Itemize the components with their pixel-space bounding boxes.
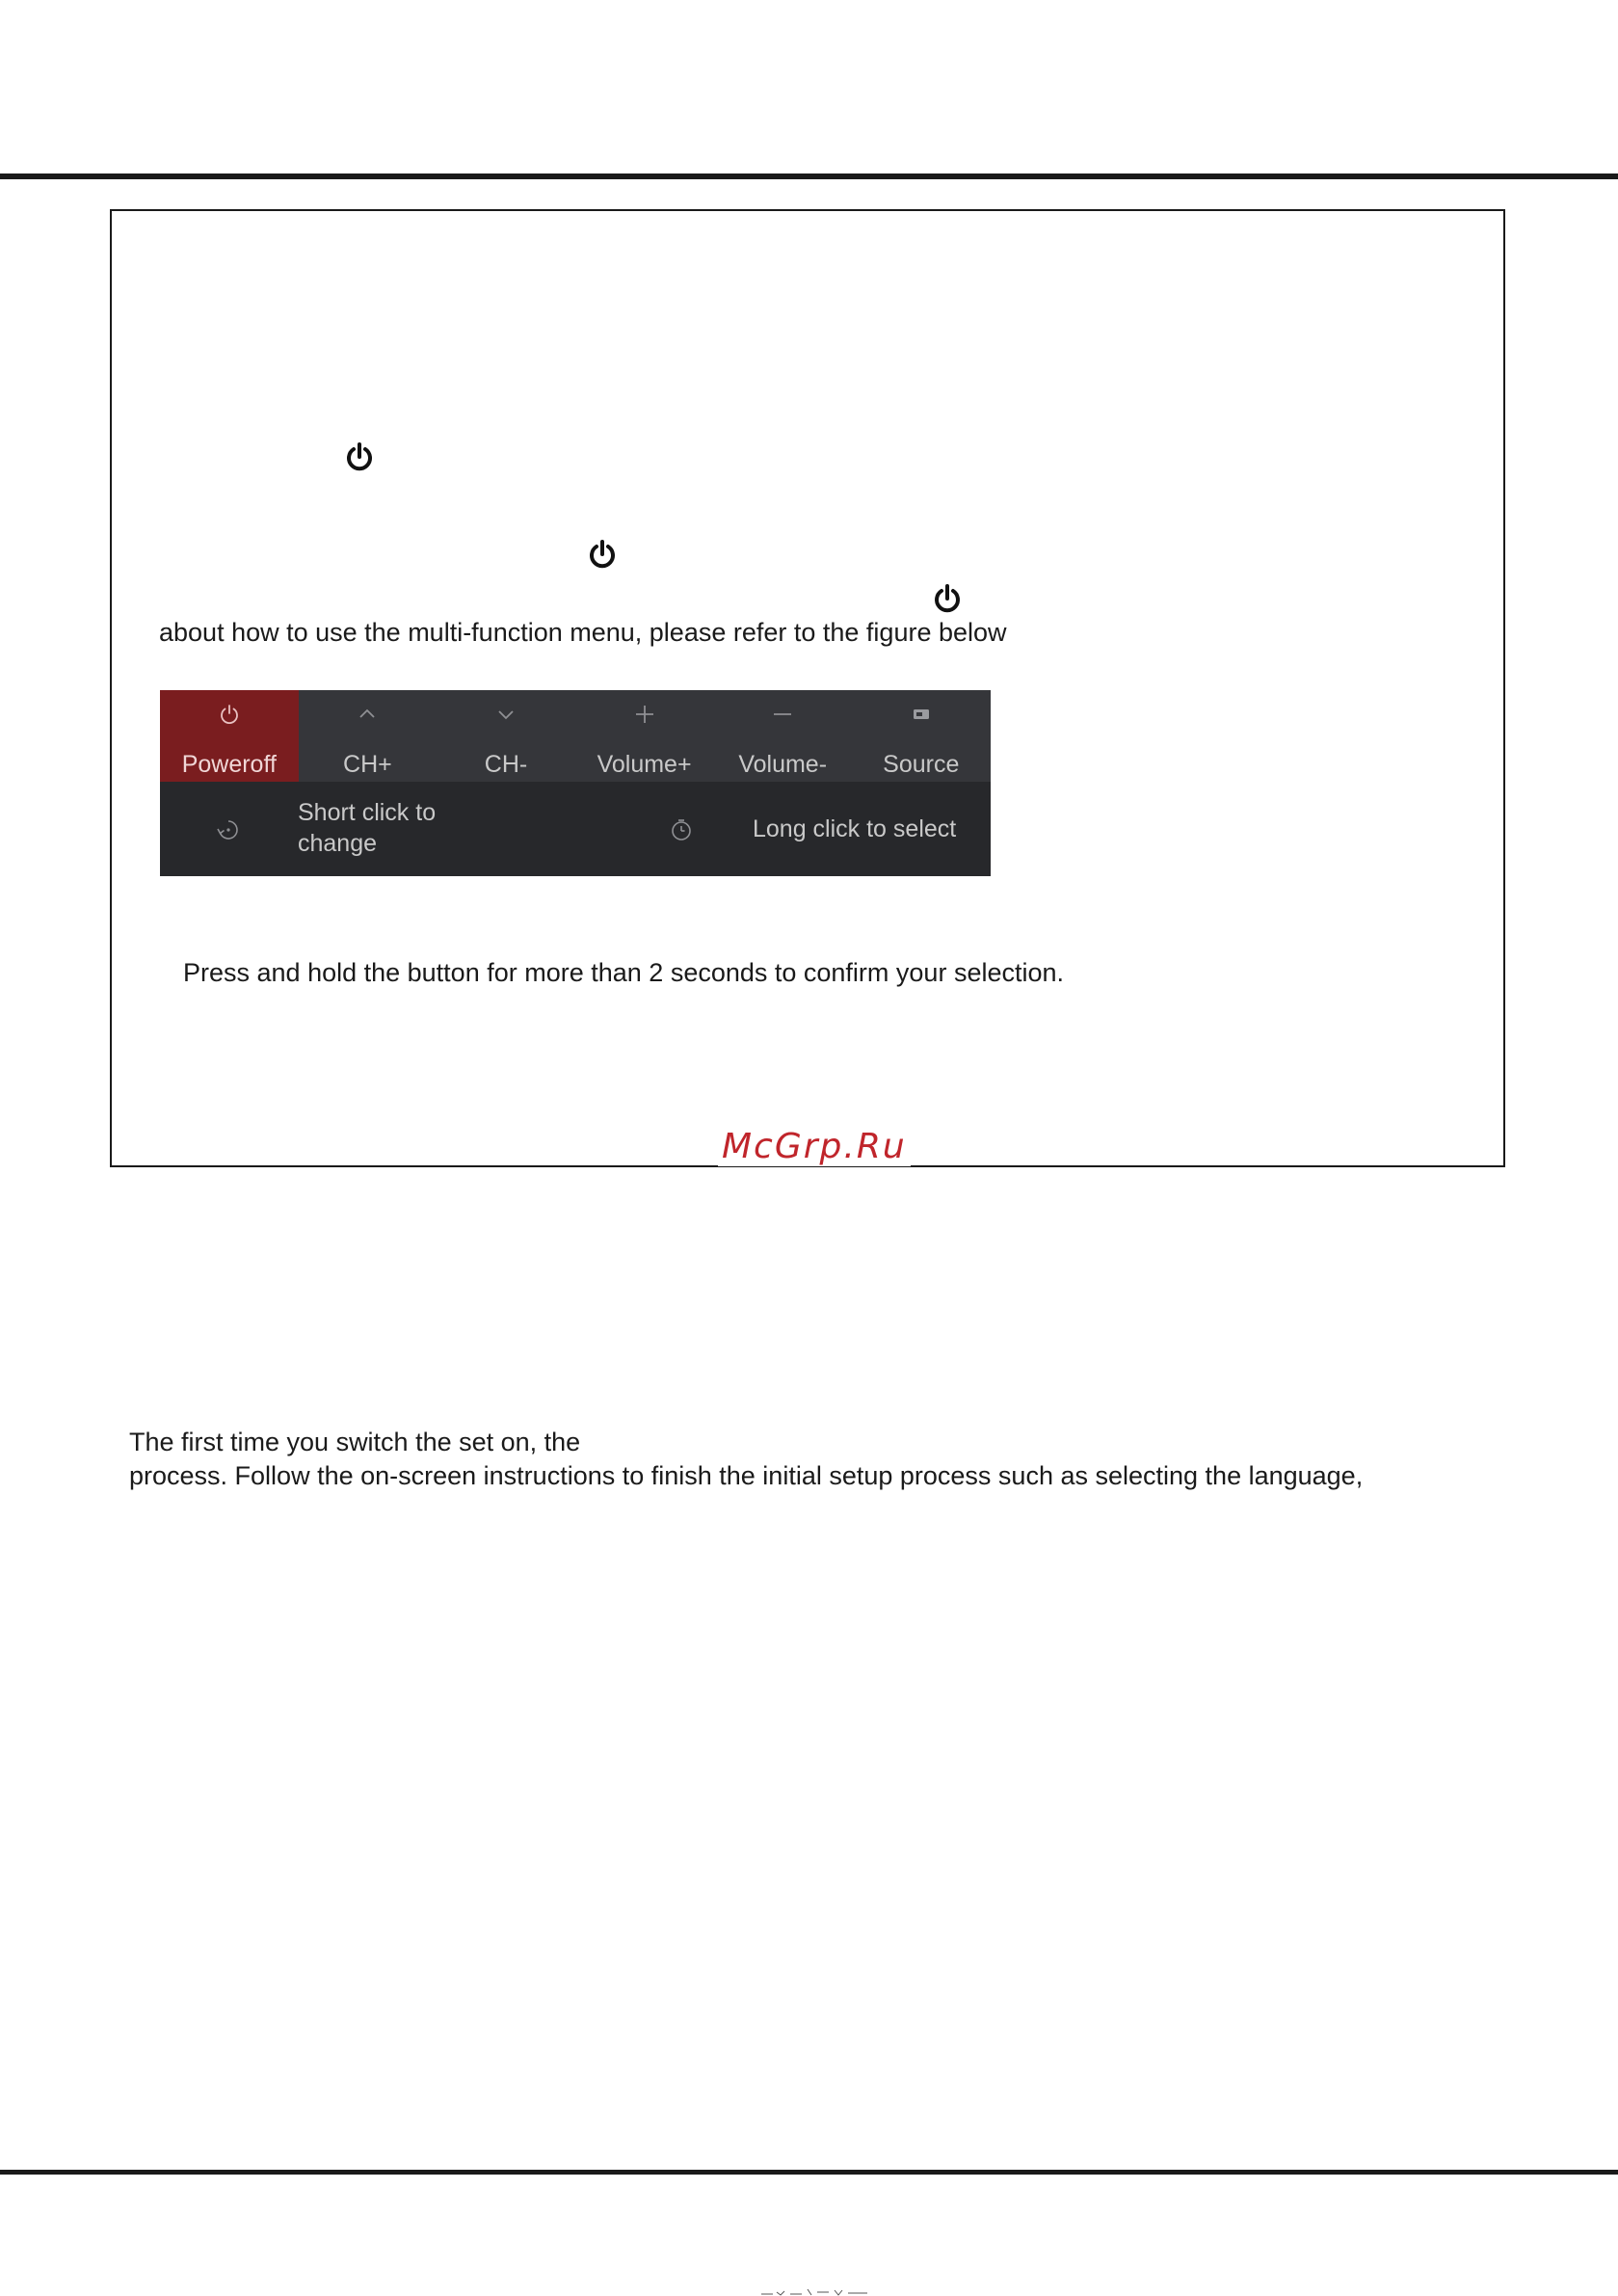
- menu-intro-text: about how to use the multi-function menu, please refer to the figure below: [159, 618, 1007, 647]
- chevron-down-icon: [493, 702, 518, 727]
- menu-hint-bar: [160, 782, 991, 876]
- power-icon: [345, 441, 374, 472]
- menu-item-label: Source: [883, 751, 960, 778]
- power-icon: [588, 539, 617, 570]
- menu-item-label: Volume-: [738, 751, 828, 778]
- press-hold-text: Press and hold the button for more than 2 seconds to confirm your selection.: [183, 958, 1065, 987]
- footer-mark: [761, 2286, 887, 2296]
- power-icon: [933, 583, 962, 614]
- source-icon: [909, 702, 934, 727]
- menu-item-poweroff[interactable]: [160, 690, 299, 782]
- menu-item-label: Volume+: [597, 751, 692, 778]
- header-rule: [0, 174, 1618, 179]
- short-click-icon: [216, 817, 241, 842]
- footer-rule: [0, 2170, 1618, 2175]
- menu-bar: [160, 690, 991, 782]
- plus-icon: [632, 702, 657, 727]
- watermark: McGrp.Ru: [718, 1127, 911, 1166]
- menu-item-label: Poweroff: [181, 751, 277, 778]
- setup-process-text: process. Follow the on-screen instructions to finish the initial setup process such as selecting the language,: [129, 1461, 1364, 1490]
- menu-item-volume-minus[interactable]: [713, 690, 852, 782]
- menu-item-source[interactable]: [852, 690, 991, 782]
- menu-item-label: CH-: [484, 751, 528, 778]
- menu-item-ch-plus[interactable]: [299, 690, 438, 782]
- content-frame: [110, 209, 1505, 1167]
- long-click-icon: [669, 817, 694, 842]
- power-icon: [217, 702, 242, 727]
- menu-item-ch-minus[interactable]: [437, 690, 575, 782]
- first-time-text: The first time you switch the set on, the: [129, 1428, 581, 1456]
- short-click-hint: Short click to change: [298, 799, 437, 857]
- menu-item-volume-plus[interactable]: [575, 690, 714, 782]
- minus-icon: [770, 702, 795, 727]
- chevron-up-icon: [355, 702, 380, 727]
- menu-item-label: CH+: [343, 751, 392, 778]
- long-click-hint: Long click to select: [753, 815, 957, 842]
- multi-function-menu: [160, 690, 991, 876]
